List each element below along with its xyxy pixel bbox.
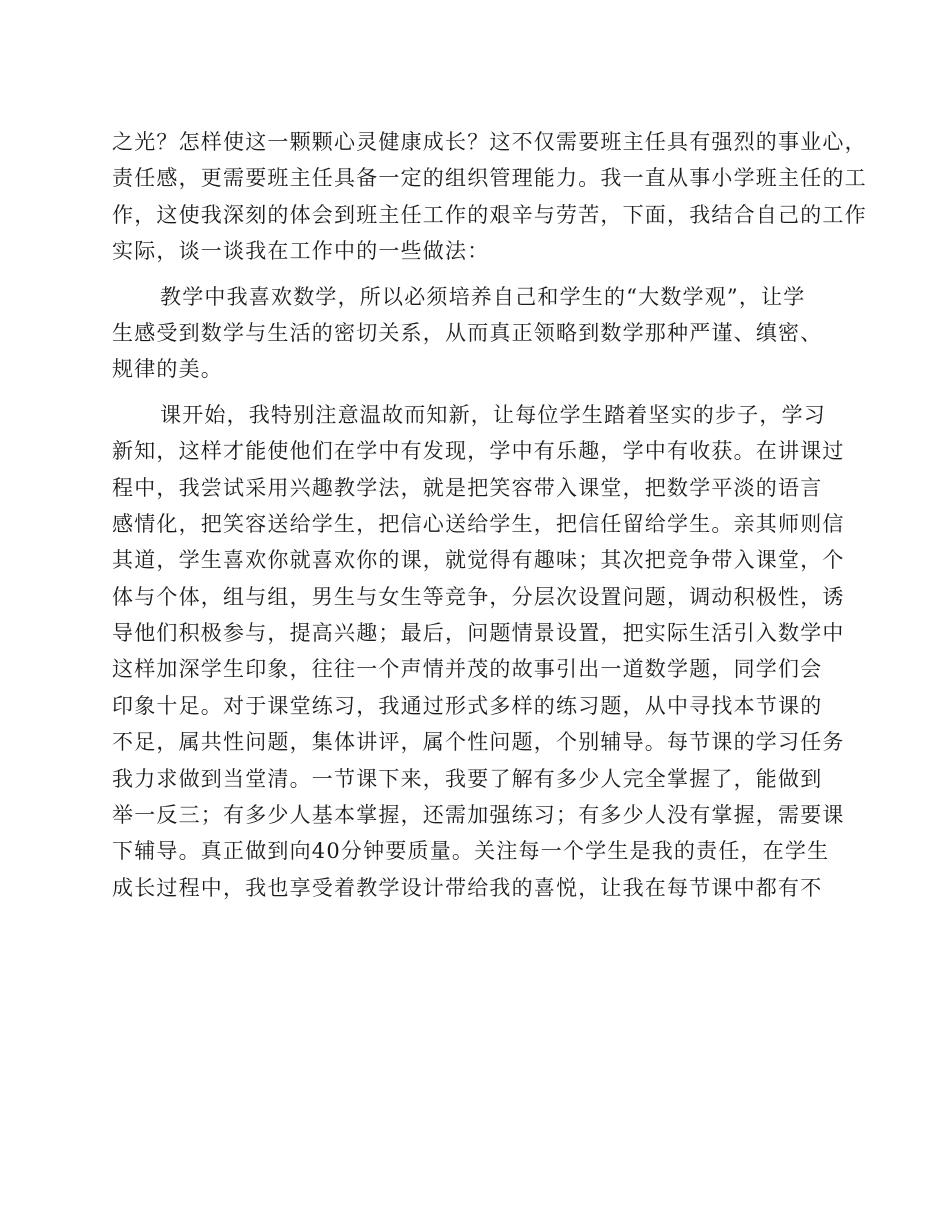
- text-line: 成长过程中，我也享受着教学设计带给我的喜悦，让我在每节课中都有不: [112, 875, 823, 900]
- text-line: 责任感，更需要班主任具备一定的组织管理能力。我一直从事小学班主任的工: [112, 166, 867, 191]
- paragraph-3: [112, 397, 845, 906]
- text-line: 程中，我尝试采用兴趣教学法，就是把笑容带入课堂，把数学平淡的语言: [112, 475, 823, 500]
- paragraph-1: [112, 124, 867, 270]
- text-line: 举一反三；有多少人基本掌握，还需加强练习；有多少人没有掌握，需要课: [112, 803, 845, 828]
- text-line: 课开始，我特别注意温故而知新，让每位学生踏着坚实的步子，学习: [160, 402, 826, 427]
- paragraph-spacing: [112, 388, 840, 397]
- text-line: 体与个体，组与组，男生与女生等竞争，分层次设置问题，调动积极性，诱: [112, 584, 845, 609]
- text-line: 生感受到数学与生活的密切关系，从而真正领略到数学那种严谨、缜密、: [112, 320, 823, 345]
- text-line: 这样加深学生印象，往往一个声情并茂的故事引出一道数学题，同学们会: [112, 657, 823, 682]
- paragraph-spacing: [112, 270, 840, 279]
- paragraph-2: [112, 279, 840, 388]
- text-line: 其道，学生喜欢你就喜欢你的课，就觉得有趣味；其次把竞争带入课堂，个: [112, 548, 845, 573]
- text-line: 印象十足。对于课堂练习，我通过形式多样的练习题，从中寻找本节课的: [112, 693, 823, 718]
- text-line: 教学中我喜欢数学，所以必须培养自己和学生的“大数学观”，让学: [160, 284, 806, 309]
- text-line: 导他们积极参与，提高兴趣；最后，问题情景设置，把实际生活引入数学中: [112, 621, 845, 646]
- text-line: 感情化，把笑容送给学生，把信心送给学生，把信任留给学生。亲其师则信: [112, 511, 845, 536]
- text-line: 新知，这样才能使他们在学中有发现，学中有乐趣，学中有收获。在讲课过: [112, 439, 845, 464]
- text-line: 实际，谈一谈我在工作中的一些做法：: [112, 239, 490, 264]
- text-line: 不足，属共性问题，集体讲评，属个性问题，个别辅导。每节课的学习任务: [112, 730, 845, 755]
- text-line: 规律的美。: [112, 357, 223, 382]
- text-line: 下辅导。真正做到向40分钟要质量。关注每一个学生是我的责任，在学生: [112, 839, 830, 864]
- text-line: 作，这使我深刻的体会到班主任工作的艰辛与劳苦，下面，我结合自己的工作: [112, 202, 867, 227]
- text-line: 我力求做到当堂清。一节课下来，我要了解有多少人完全掌握了，能做到: [112, 766, 823, 791]
- text-line: 之光？怎样使这一颗颗心灵健康成长？这不仅需要班主任具有强烈的事业心，: [112, 130, 867, 154]
- document-body: [112, 124, 867, 906]
